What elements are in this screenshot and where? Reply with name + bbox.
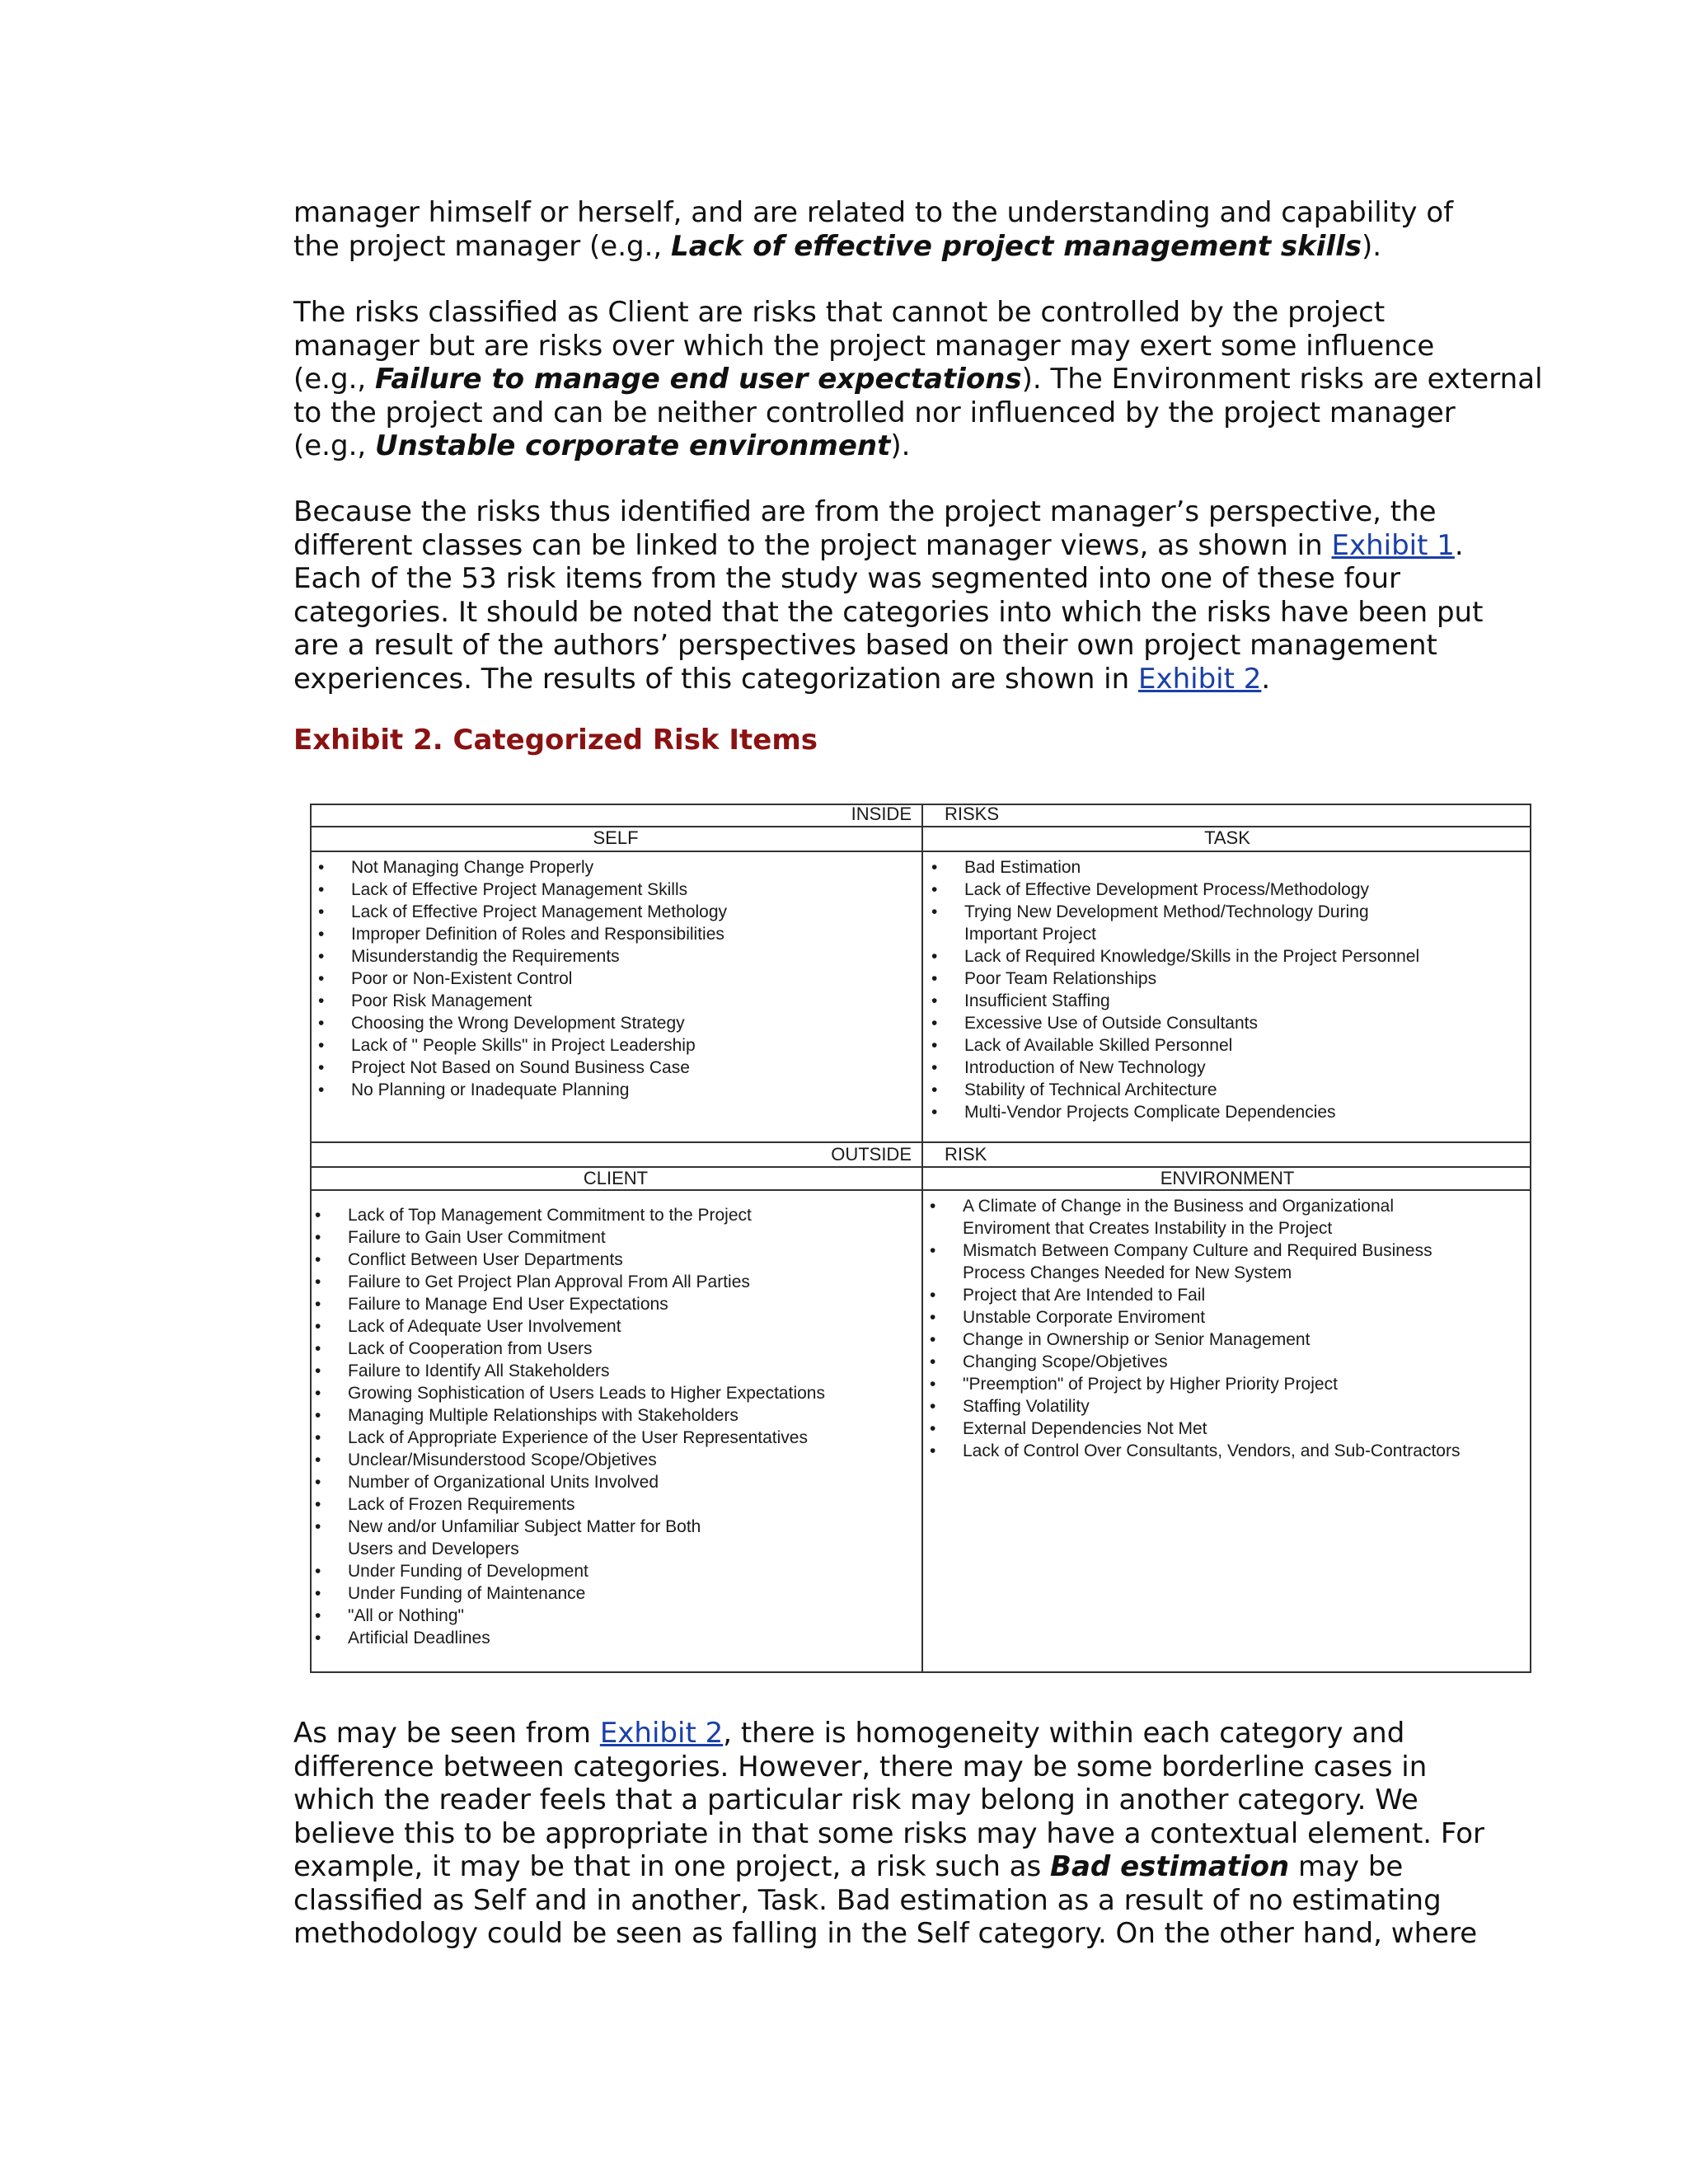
list-item: • Poor or Non-Existent Control [312, 968, 727, 990]
paragraph-2 [293, 296, 1543, 463]
paragraph-1 [293, 196, 1480, 263]
text-line [293, 429, 1480, 463]
list-item: • Choosing the Wrong Development Strategy [312, 1012, 727, 1034]
list-item: • Bad Estimation [925, 856, 1419, 879]
list-item: • Improper Definition of Roles and Responsibilities [312, 923, 727, 945]
text-span: example, it may be that in one project, a risk such as [293, 1850, 1051, 1883]
emphasis-text: Lack of effective project management skills [671, 229, 1362, 263]
divider [310, 1141, 1531, 1143]
risk-table [310, 804, 1531, 1673]
list-item: • Lack of Top Management Commitment to the Project [308, 1204, 825, 1226]
risks-label: RISKS [945, 804, 1000, 824]
text-line: categories. It should be noted that the categories into which the risks have been put [293, 595, 1484, 629]
list-item: • Number of Organizational Units Involved [308, 1471, 825, 1493]
divider [310, 1189, 1531, 1191]
list-item: • Change in Ownership or Senior Management [923, 1329, 1460, 1351]
list-item: • Artificial Deadlines [308, 1627, 825, 1649]
text-span: may be [1289, 1850, 1404, 1883]
client-risk-list [308, 1204, 825, 1649]
self-header: SELF [593, 827, 639, 848]
list-item-continuation: Enviroment that Creates Instability in the Project [963, 1219, 1333, 1238]
emphasis-text: Failure to manage end user expectations [375, 363, 1022, 396]
list-item: • Trying New Development Method/Technology During [925, 901, 1419, 923]
text-span: (e.g., [293, 429, 375, 462]
list-item: • Multi-Vendor Projects Complicate Dependencies [925, 1101, 1419, 1123]
list-item-continuation: Users and Developers [348, 1540, 519, 1558]
text-span: the project manager (e.g., [293, 229, 672, 263]
list-item: • Lack of Cooperation from Users [308, 1338, 825, 1360]
text-line: manager himself or herself, and are related to the understanding and capability of [293, 196, 1454, 229]
exhibit-heading: Exhibit 2. Categorized Risk Items [293, 724, 818, 757]
list-item: • Excessive Use of Outside Consultants [925, 1012, 1419, 1034]
list-item: • Failure to Manage End User Expectations [308, 1293, 825, 1315]
text-line [293, 363, 1543, 396]
list-item: • Failure to Identify All Stakeholders [308, 1360, 825, 1382]
text-line: Each of the 53 risk items from the study was segmented into one of these four [293, 562, 1400, 595]
list-item: • Insufficient Staffing [925, 990, 1419, 1012]
exhibit-2-link[interactable]: Exhibit 2 [599, 1717, 724, 1750]
list-item: • Misunderstandig the Requirements [312, 945, 727, 968]
emphasis-text: Bad estimation [1050, 1850, 1290, 1883]
list-item: • Lack of Adequate User Involvement [308, 1315, 825, 1338]
list-item: • Lack of Available Skilled Personnel [925, 1034, 1419, 1057]
list-item: • Conflict Between User Departments [308, 1249, 825, 1271]
text-span: different classes can be linked to the project manager views, as shown in [293, 528, 1332, 562]
text-line [293, 230, 1480, 264]
list-item: • Lack of Required Knowledge/Skills in the Project Personnel [925, 945, 1419, 968]
task-risk-list [925, 856, 1419, 1123]
text-line: manager but are risks over which the project manager may exert some influence [293, 329, 1435, 363]
list-item: • Lack of Frozen Requirements [308, 1493, 825, 1516]
text-span: . [1454, 528, 1464, 562]
emphasis-text: Unstable corporate environment [375, 429, 891, 462]
list-item: • Poor Risk Management [312, 990, 727, 1012]
divider [310, 826, 1531, 827]
list-item: • New and/or Unfamiliar Subject Matter for Both [308, 1516, 825, 1538]
list-item: • "All or Nothing" [308, 1605, 825, 1627]
list-item: • Lack of Effective Development Process/Methodology [925, 879, 1419, 901]
text-span: ). [1361, 229, 1382, 263]
list-item: • Mismatch Between Company Culture and Required Business [923, 1240, 1460, 1262]
list-item: • "Preemption" of Project by Higher Priority Project [923, 1373, 1460, 1395]
self-risk-list [312, 856, 727, 1101]
list-item: • Lack of " People Skills" in Project Leadership [312, 1034, 727, 1057]
text-line: believe this to be appropriate in that some risks may have a contextual element. For [293, 1816, 1485, 1850]
exhibit-2-link[interactable]: Exhibit 2 [1137, 662, 1262, 696]
text-line: to the project and can be neither controlled nor influenced by the project manager [293, 396, 1456, 429]
list-item: • Failure to Get Project Plan Approval From All Parties [308, 1271, 825, 1293]
paragraph-4 [293, 1717, 1485, 1951]
list-item: • Introduction of New Technology [925, 1057, 1419, 1079]
client-header: CLIENT [583, 1168, 649, 1188]
text-line: Because the risks thus identified are from the project manager’s perspective, the [293, 495, 1437, 528]
divider [310, 1166, 1531, 1168]
text-line: methodology could be seen as falling in the Self category. On the other hand, where [293, 1917, 1478, 1950]
list-item: • A Climate of Change in the Business and Organizational [923, 1195, 1460, 1217]
list-item: • Failure to Gain User Commitment [308, 1226, 825, 1249]
text-line: difference between categories. However, there may be some borderline cases in [293, 1750, 1428, 1783]
text-span: experiences. The results of this categorization are shown in [293, 662, 1138, 696]
task-header: TASK [1204, 827, 1250, 848]
text-line [293, 663, 1480, 696]
text-line [293, 529, 1480, 563]
list-item: • No Planning or Inadequate Planning [312, 1079, 727, 1101]
list-item: • Managing Multiple Relationships with Stakeholders [308, 1404, 825, 1427]
text-line: are a result of the authors’ perspectives based on their own project management [293, 629, 1437, 662]
list-item: • Poor Team Relationships [925, 968, 1419, 990]
list-item: • Under Funding of Maintenance [308, 1582, 825, 1605]
list-item: • Lack of Effective Project Management Methology [312, 901, 727, 923]
exhibit-1-link[interactable]: Exhibit 1 [1331, 528, 1455, 562]
list-item: • Changing Scope/Objetives [923, 1351, 1460, 1373]
text-line: The risks classified as Client are risks that cannot be controlled by the project [293, 296, 1386, 329]
text-span: , there is homogeneity within each category and [723, 1717, 1405, 1750]
list-item-continuation: Process Changes Needed for New System [963, 1263, 1292, 1282]
list-item: • Unstable Corporate Enviroment [923, 1306, 1460, 1329]
list-item: • Under Funding of Development [308, 1560, 825, 1582]
text-line [293, 1850, 1480, 1884]
list-item: • Lack of Effective Project Management Skills [312, 879, 727, 901]
list-item: • Staffing Volatility [923, 1395, 1460, 1418]
environment-header: ENVIRONMENT [1160, 1168, 1295, 1188]
risk-label: RISK [945, 1144, 987, 1165]
list-item: • Project Not Based on Sound Business Case [312, 1057, 727, 1079]
list-item: • Lack of Appropriate Experience of the User Representatives [308, 1427, 825, 1449]
text-span: (e.g., [293, 363, 375, 396]
list-item: • Lack of Control Over Consultants, Vendors, and Sub-Contractors [923, 1440, 1460, 1462]
list-item: • Project that Are Intended to Fail [923, 1284, 1460, 1306]
text-line: which the reader feels that a particular risk may belong in another category. We [293, 1783, 1418, 1816]
inside-label: INSIDE [851, 804, 912, 824]
text-line [293, 1717, 1480, 1750]
divider [310, 851, 1531, 852]
environment-risk-list [923, 1195, 1460, 1462]
text-span: . [1261, 662, 1271, 696]
list-item-continuation: Important Project [964, 925, 1096, 944]
text-span: ). The Environment risks are external [1021, 363, 1543, 396]
list-item: • Stability of Technical Architecture [925, 1079, 1419, 1101]
text-span: As may be seen from [293, 1717, 600, 1750]
list-item: • Growing Sophistication of Users Leads to Higher Expectations [308, 1382, 825, 1404]
list-item: • Unclear/Misunderstood Scope/Objetives [308, 1449, 825, 1471]
text-span: ). [890, 429, 911, 462]
outside-label: OUTSIDE [831, 1144, 912, 1165]
list-item: • External Dependencies Not Met [923, 1418, 1460, 1440]
paragraph-3 [293, 495, 1484, 696]
list-item: • Not Managing Change Properly [312, 856, 727, 879]
text-line: classified as Self and in another, Task. Bad estimation as a result of no estimating [293, 1883, 1442, 1917]
